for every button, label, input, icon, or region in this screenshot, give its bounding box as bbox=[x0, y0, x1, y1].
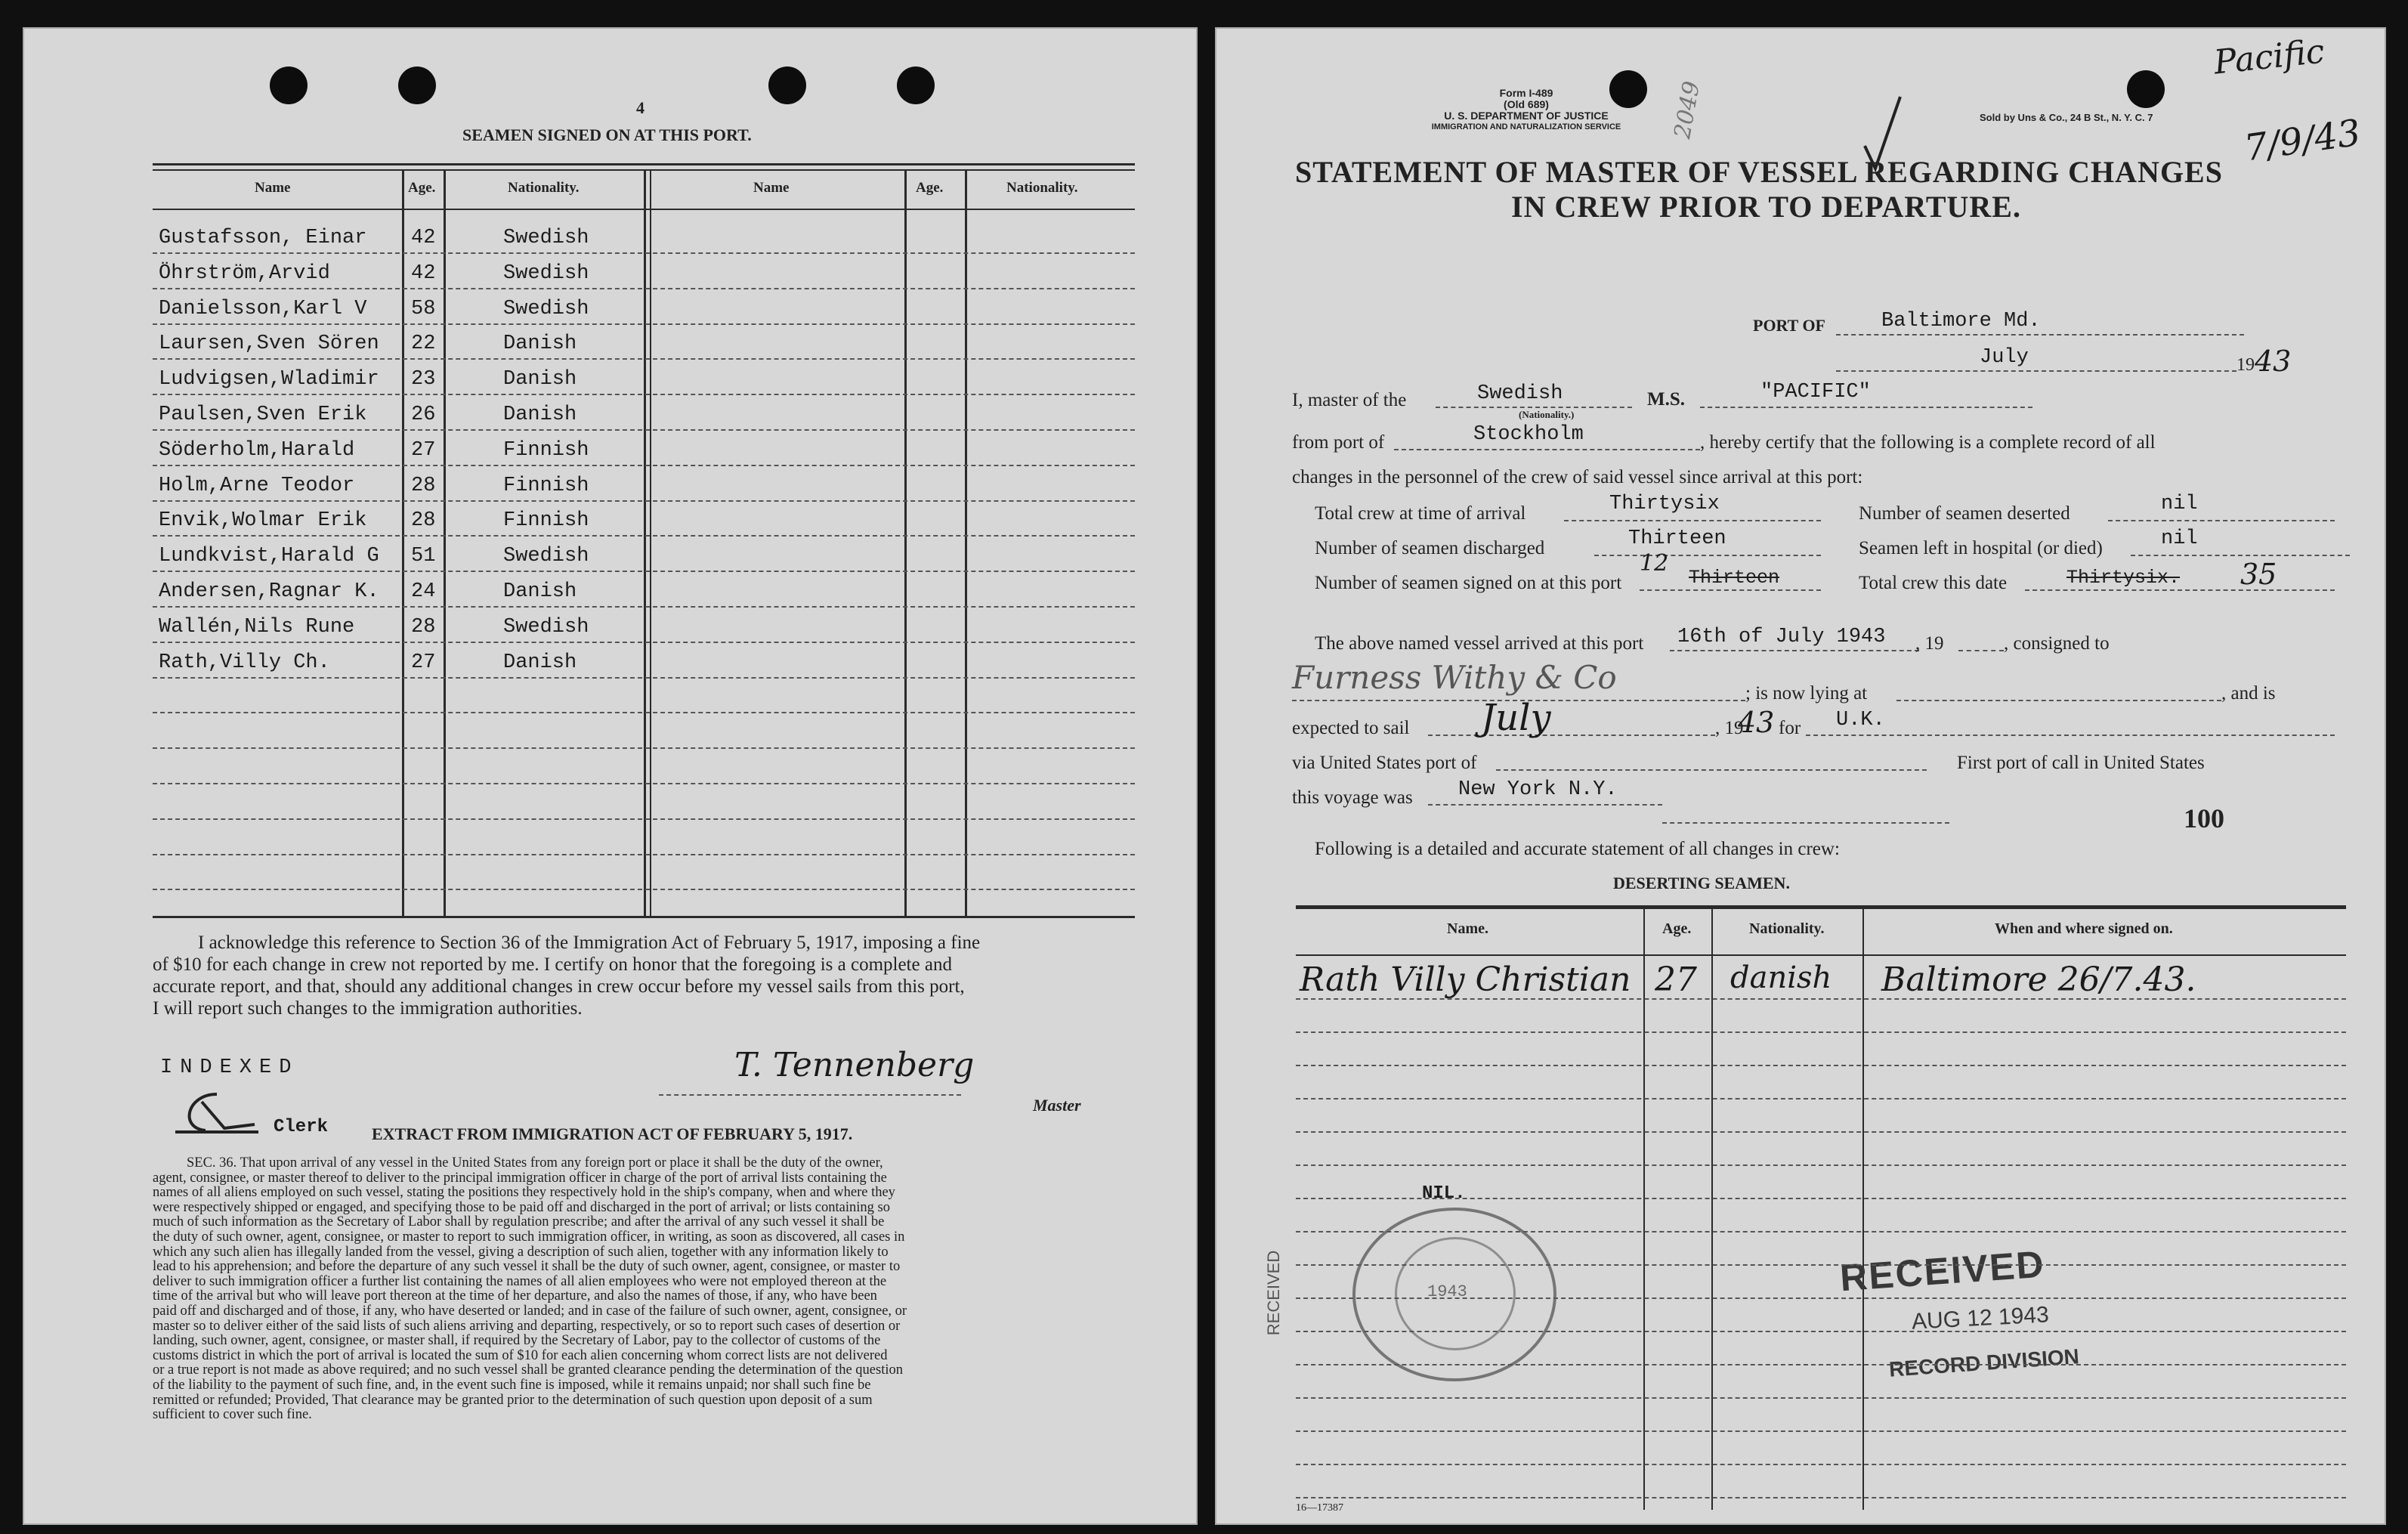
seaman-name: Rath,Villy Ch. bbox=[159, 651, 330, 674]
round-received-stamp bbox=[1352, 1208, 1556, 1381]
received-stamp: RECEIVED bbox=[1838, 1242, 2047, 1300]
from-port-underline bbox=[1394, 449, 1700, 450]
vessel-nationality: Swedish bbox=[1477, 382, 1563, 405]
extract-line: of the liability to the payment of such fine, and, in the event such fine is imposed, while it remains unpaid; nor shall such fine be bbox=[153, 1377, 871, 1393]
extract-line: landing, such owner, agent, consignee, or master shall, if required by the Secretary of Labor, pay to the collector of customs of the bbox=[153, 1333, 881, 1349]
deserting-row-rule bbox=[1296, 1464, 2346, 1465]
underline bbox=[1640, 589, 1821, 591]
signed-on-handwritten: 12 bbox=[1640, 550, 1669, 577]
from-port-value: Stockholm bbox=[1473, 423, 1584, 446]
seaman-name: Gustafsson, Einar bbox=[159, 227, 367, 249]
seaman-name: Danielsson,Karl V bbox=[159, 297, 367, 320]
seaman-name: Wallén,Nils Rune bbox=[159, 615, 355, 639]
seaman-nationality: Danish bbox=[503, 651, 577, 674]
total-crew-date-label: Total crew this date bbox=[1859, 573, 2008, 593]
deserting-row-rule bbox=[1296, 1164, 2346, 1166]
seaman-age: 24 bbox=[411, 580, 436, 603]
acknowledgment bbox=[153, 932, 980, 1019]
deserting-row-rule bbox=[1296, 1031, 2346, 1033]
extract-line: names of all aliens employed on such vessel, stating the positions they respectively hold in the ship's company, when and where they bbox=[153, 1185, 895, 1201]
signed-on-struck: Thirteen bbox=[1689, 567, 1780, 589]
clerk-initials bbox=[172, 1087, 262, 1140]
extract-line: deliver to such immigration officer a further list containing the names of all alien employees who were not employed thereon at the bbox=[153, 1273, 887, 1289]
certify-text: , hereby certify that the following is a complete record of all bbox=[1700, 432, 2156, 453]
extract-line: master so to deliver either of the said lists of such aliens arriving and departing, respectively, or so to report such cases of desertion or bbox=[153, 1318, 901, 1334]
voyage-label: this voyage was bbox=[1292, 787, 1413, 808]
extract-text bbox=[153, 1156, 907, 1423]
seaman-age: 42 bbox=[411, 227, 436, 249]
underline bbox=[1428, 735, 1715, 736]
seaman-age: 26 bbox=[411, 404, 436, 426]
received-stamp-division: RECORD DIVISION bbox=[1888, 1344, 2080, 1381]
seaman-name: Öhrström,Arvid bbox=[159, 261, 330, 285]
column-rule bbox=[402, 169, 404, 916]
form-number: Form I-489 bbox=[1499, 87, 1553, 99]
via-label: via United States port of bbox=[1292, 753, 1477, 773]
consigned-label: , consigned to bbox=[2004, 633, 2110, 654]
deserting-row-rule bbox=[1296, 1364, 2346, 1365]
extract-line: the duty of such owner, agent, consignee, or master to report to such immigration officer, in writing, as soon as discovered, all cases in bbox=[153, 1229, 905, 1245]
column-rule bbox=[644, 169, 646, 916]
extract-line: which any such alien has illegally landed from the vessel, giving a description of such alien, together with any information likely to bbox=[153, 1244, 889, 1260]
column-header-name: Name bbox=[255, 180, 291, 196]
deserting-row-rule bbox=[1296, 1198, 2346, 1199]
hospital-value: nil bbox=[2161, 527, 2198, 550]
table-row-rule bbox=[153, 500, 1135, 502]
underline bbox=[1806, 735, 2335, 736]
table-row-rule bbox=[153, 465, 1135, 466]
seaman-nationality: Swedish bbox=[503, 615, 589, 639]
extract-line: were respectively shipped or engaged, and specifying those to be paid off and discharged in the port of arrival; or lists containing so bbox=[153, 1199, 890, 1215]
master-label: Master bbox=[1033, 1096, 1081, 1115]
deserting-column-age: Age. bbox=[1662, 920, 1692, 937]
year-value: 43 bbox=[2255, 345, 2292, 378]
deserting-row-rule bbox=[1296, 1297, 2346, 1299]
number-stamp: 100 bbox=[2184, 803, 2224, 833]
seaman-name: Söderholm,Harald bbox=[159, 438, 355, 462]
column-header-age: Age. bbox=[916, 180, 944, 196]
acknowledgment-line: I will report such changes to the immigration authorities. bbox=[153, 998, 583, 1019]
extract-line: paid off and discharged and of those, if any, who have deserted or landed; and in case of the failure of such owner, agent, consignee, or bbox=[153, 1303, 907, 1319]
deserting-row-rule bbox=[1296, 1430, 2346, 1432]
deserting-header-rule bbox=[1296, 954, 2346, 956]
nil-text: NIL. bbox=[1422, 1183, 1466, 1204]
column-rule bbox=[904, 169, 907, 916]
underline bbox=[1662, 822, 1949, 824]
deserter-name: Rath Villy Christian bbox=[1300, 960, 1631, 999]
table-row-rule bbox=[153, 712, 1135, 713]
deserting-table-top bbox=[1296, 905, 2346, 909]
deserting-row-rule bbox=[1296, 1264, 2346, 1266]
sail-value: July bbox=[1481, 697, 1551, 739]
signed-on-title: SEAMEN SIGNED ON AT THIS PORT. bbox=[462, 125, 752, 144]
following-text: Following is a detailed and accurate statement of all changes in crew: bbox=[1315, 839, 1840, 859]
underline bbox=[1564, 520, 1821, 521]
extract-line: agent, consignee, or master thereof to deliver to the principal immigration officer in charge of the port of arrival lists containing the bbox=[153, 1170, 887, 1186]
total-crew-date-struck: Thirtysix. bbox=[2066, 567, 2181, 589]
round-stamp-inner: 1943 bbox=[1427, 1282, 1467, 1301]
hospital-label: Seamen left in hospital (or died) bbox=[1859, 538, 2103, 558]
margin-note: 2049 bbox=[1669, 79, 1706, 141]
port-value: Baltimore Md. bbox=[1881, 310, 2041, 332]
deserting-row-rule bbox=[1296, 998, 2346, 1000]
sail-year-prefix: , 19 bbox=[1715, 718, 1744, 738]
discharged-value: Thirteen bbox=[1628, 527, 1726, 550]
port-label: PORT OF bbox=[1753, 316, 1825, 335]
table-row-rule bbox=[153, 252, 1135, 254]
left-page bbox=[23, 27, 1198, 1525]
first-port-label: First port of call in United States bbox=[1957, 753, 2205, 773]
nationality-underline bbox=[1436, 407, 1632, 408]
column-header-name: Name bbox=[753, 180, 790, 196]
seaman-nationality: Danish bbox=[503, 332, 577, 356]
deserter-signed-on: Baltimore 26/7.43. bbox=[1881, 960, 2196, 999]
seaman-nationality: Swedish bbox=[503, 545, 589, 568]
round-stamp-side-label: RECEIVED bbox=[1264, 1250, 1284, 1336]
form-title-line-1: STATEMENT OF MASTER OF VESSEL REGARDING CHANGES bbox=[1295, 155, 2223, 189]
deserter-age: 27 bbox=[1655, 960, 1697, 999]
column-rule bbox=[1711, 905, 1713, 1510]
top-handwriting: Pacific bbox=[2212, 32, 2326, 82]
deserting-column-name: Name. bbox=[1447, 920, 1488, 937]
consignee-value: Furness Withy & Co bbox=[1292, 659, 1617, 696]
deserting-row-rule bbox=[1296, 1231, 2346, 1232]
deserting-row-rule bbox=[1296, 1065, 2346, 1066]
column-rule bbox=[444, 169, 446, 916]
seaman-age: 51 bbox=[411, 545, 436, 568]
table-row-rule bbox=[153, 747, 1135, 749]
publisher-line: Sold by Uns & Co., 24 B St., N. Y. C. 7 bbox=[1980, 112, 2153, 123]
service-name: IMMIGRATION AND NATURALIZATION SERVICE bbox=[1431, 122, 1621, 131]
seaman-nationality: Finnish bbox=[503, 474, 589, 497]
table-top-rule bbox=[153, 163, 1135, 165]
column-rule bbox=[1643, 905, 1645, 1510]
seaman-nationality: Swedish bbox=[503, 227, 589, 249]
underline bbox=[1594, 555, 1821, 556]
footer-code: 16—17387 bbox=[1296, 1502, 1343, 1514]
seaman-name: Paulsen,Sven Erik bbox=[159, 404, 367, 426]
table-row-rule bbox=[153, 429, 1135, 431]
form-header bbox=[1398, 88, 1655, 133]
clerk-label: Clerk bbox=[274, 1117, 329, 1137]
lying-label: ; is now lying at bbox=[1745, 683, 1868, 704]
extract-title: EXTRACT FROM IMMIGRATION ACT OF FEBRUARY 5, 1917. bbox=[372, 1124, 853, 1143]
nationality-caption: (Nationality.) bbox=[1519, 409, 1575, 420]
total-crew-arrival-label: Total crew at time of arrival bbox=[1315, 503, 1526, 524]
seaman-name: Holm,Arne Teodor bbox=[159, 474, 355, 497]
form-old-number: (Old 689) bbox=[1504, 98, 1549, 110]
column-header-nationality: Nationality. bbox=[1006, 180, 1078, 196]
punch-hole bbox=[398, 66, 436, 104]
table-row-rule bbox=[153, 358, 1135, 360]
deserting-row-rule bbox=[1296, 1098, 2346, 1099]
arrived-label: The above named vessel arrived at this port bbox=[1315, 633, 1644, 654]
seaman-name: Andersen,Ragnar K. bbox=[159, 580, 379, 603]
punch-hole bbox=[897, 66, 935, 104]
table-row-rule bbox=[153, 642, 1135, 643]
seaman-age: 23 bbox=[411, 368, 436, 391]
seaman-age: 28 bbox=[411, 615, 436, 639]
table-row-rule bbox=[153, 394, 1135, 395]
seaman-name: Laursen,Sven Sören bbox=[159, 332, 379, 356]
seaman-nationality: Danish bbox=[503, 580, 577, 603]
right-page bbox=[1215, 27, 2386, 1525]
seaman-name: Lundkvist,Harald G bbox=[159, 545, 379, 568]
from-port-label: from port of bbox=[1292, 432, 1385, 453]
seaman-age: 22 bbox=[411, 332, 436, 356]
for-value: U.K. bbox=[1836, 709, 1885, 731]
for-label: for bbox=[1779, 718, 1801, 738]
received-stamp-date: AUG 12 1943 bbox=[1911, 1302, 2050, 1335]
extract-line: time of the arrival but who will leave port thereon at the time of her departure, and also the names of those, if any, who have been bbox=[153, 1288, 877, 1304]
punch-hole bbox=[270, 66, 308, 104]
deserting-title: DESERTING SEAMEN. bbox=[1613, 874, 1790, 892]
underline bbox=[2025, 589, 2335, 591]
extract-line: much of such information as the Secretary of Labor shall by regulation prescribe; and after the arrival of any such vessel it shall be bbox=[153, 1214, 885, 1230]
acknowledgment-line: I acknowledge this reference to Section 36 of the Immigration Act of February 5, 1917, imposing a fine bbox=[198, 932, 981, 953]
deserting-column-nationality: Nationality. bbox=[1749, 920, 1825, 937]
seaman-name: Envik,Wolmar Erik bbox=[159, 509, 367, 533]
extract-line: lead to his apprehension; and before the departure of any such vessel it shall be the duty of such owner, agent, consignee, or master to bbox=[153, 1259, 901, 1275]
acknowledgment-line: accurate report, and that, should any additional changes in crew occur before my vessel sails from this port, bbox=[153, 976, 965, 997]
seaman-nationality: Finnish bbox=[503, 438, 589, 462]
extract-line: or a true report is not made as above required; and no such vessel shall be granted clearance pending the determination of the question bbox=[153, 1362, 904, 1378]
vessel-type: M.S. bbox=[1647, 389, 1685, 410]
seaman-age: 28 bbox=[411, 474, 436, 497]
deserting-row-rule bbox=[1296, 1331, 2346, 1332]
deserting-column-signed-on: When and where signed on. bbox=[1995, 920, 2173, 937]
underline bbox=[1896, 700, 2221, 701]
column-rule bbox=[650, 169, 651, 916]
deserter-nationality: danish bbox=[1730, 960, 1832, 995]
deserting-row-rule bbox=[1296, 1397, 2346, 1399]
sail-year-value: 43 bbox=[1738, 706, 1775, 739]
vessel-name: "PACIFIC" bbox=[1760, 381, 1871, 404]
discharged-label: Number of seamen discharged bbox=[1315, 538, 1545, 558]
table-row-rule bbox=[153, 606, 1135, 608]
vessel-name-underline bbox=[1700, 407, 2032, 408]
underline bbox=[2108, 520, 2335, 521]
table-row-rule bbox=[153, 818, 1135, 820]
seaman-age: 58 bbox=[411, 297, 436, 320]
seaman-age: 27 bbox=[411, 651, 436, 674]
seaman-nationality: Danish bbox=[503, 404, 577, 426]
table-row-rule bbox=[153, 783, 1135, 784]
form-title-line-2: IN CREW PRIOR TO DEPARTURE. bbox=[1511, 190, 2021, 224]
page-number: 4 bbox=[636, 98, 645, 117]
table-row-rule bbox=[153, 854, 1135, 855]
underline bbox=[2131, 555, 2350, 556]
seaman-name: Ludvigsen,Wladimir bbox=[159, 368, 379, 391]
seaman-age: 42 bbox=[411, 261, 436, 285]
column-header-nationality: Nationality. bbox=[508, 180, 580, 196]
column-header-age: Age. bbox=[408, 180, 436, 196]
port-underline bbox=[1836, 334, 2244, 336]
indexed-stamp: INDEXED bbox=[160, 1056, 299, 1079]
total-crew-date-handwritten: 35 bbox=[2240, 558, 2277, 591]
top-date: 7/9/43 bbox=[2241, 111, 2363, 170]
seaman-age: 28 bbox=[411, 509, 436, 533]
table-row-rule bbox=[153, 571, 1135, 572]
table-row-rule bbox=[153, 288, 1135, 289]
punch-hole bbox=[2127, 70, 2165, 108]
extract-line: sufficient to cover such fine. bbox=[153, 1407, 312, 1423]
table-row-rule bbox=[153, 677, 1135, 679]
total-crew-arrival-value: Thirtysix bbox=[1609, 493, 1720, 515]
underline bbox=[1670, 650, 1919, 651]
seaman-nationality: Finnish bbox=[503, 509, 589, 533]
underline bbox=[1428, 804, 1662, 806]
seaman-nationality: Danish bbox=[503, 368, 577, 391]
deserting-row-rule bbox=[1296, 1131, 2346, 1133]
deserting-row-rule bbox=[1296, 1497, 2346, 1498]
acknowledgment-line: of $10 for each change in crew not reported by me. I certify on honor that the foregoing is a complete and bbox=[153, 954, 952, 975]
seaman-nationality: Swedish bbox=[503, 261, 589, 285]
department-name: U. S. DEPARTMENT OF JUSTICE bbox=[1444, 110, 1609, 122]
deserted-value: nil bbox=[2161, 493, 2198, 515]
extract-line: remitted or refunded; Provided, That clearance may be granted prior to the determination of such question upon deposit of a sum bbox=[153, 1392, 873, 1408]
table-bottom-rule bbox=[153, 916, 1135, 918]
date-underline bbox=[1836, 370, 2236, 372]
column-rule bbox=[965, 169, 967, 916]
extract-line: customs district in which the port of arrival is located the sum of $10 for each alien concerning whom correct lists are not delivered bbox=[153, 1347, 888, 1363]
arrived-year-prefix: , 19 bbox=[1915, 633, 1944, 654]
changes-text: changes in the personnel of the crew of said vessel since arrival at this port: bbox=[1292, 467, 1863, 487]
table-row-rule bbox=[153, 889, 1135, 890]
seaman-age: 27 bbox=[411, 438, 436, 462]
and-is-label: , and is bbox=[2221, 683, 2276, 704]
column-rule bbox=[1862, 905, 1864, 1510]
table-row-rule bbox=[153, 535, 1135, 537]
arrived-value: 16th of July 1943 bbox=[1677, 626, 1886, 648]
table-row-rule bbox=[153, 323, 1135, 325]
punch-hole bbox=[768, 66, 806, 104]
master-signature-line bbox=[659, 1094, 961, 1096]
voyage-value: New York N.Y. bbox=[1458, 778, 1618, 801]
master-signature: T. Tennenberg bbox=[734, 1046, 975, 1084]
year-prefix: 19 bbox=[2236, 355, 2255, 375]
underline bbox=[1958, 650, 2004, 651]
deserted-label: Number of seamen deserted bbox=[1859, 503, 2070, 524]
master-of-label: I, master of the bbox=[1292, 390, 1407, 410]
extract-line: SEC. 36. That upon arrival of any vessel in the United States from any foreign port or place it shall be the duty of the owner, bbox=[187, 1155, 883, 1171]
signed-on-label: Number of seamen signed on at this port bbox=[1315, 573, 1622, 593]
underline bbox=[1496, 769, 1927, 771]
month-value: July bbox=[1980, 346, 2029, 369]
seaman-nationality: Swedish bbox=[503, 297, 589, 320]
sail-label: expected to sail bbox=[1292, 718, 1410, 738]
